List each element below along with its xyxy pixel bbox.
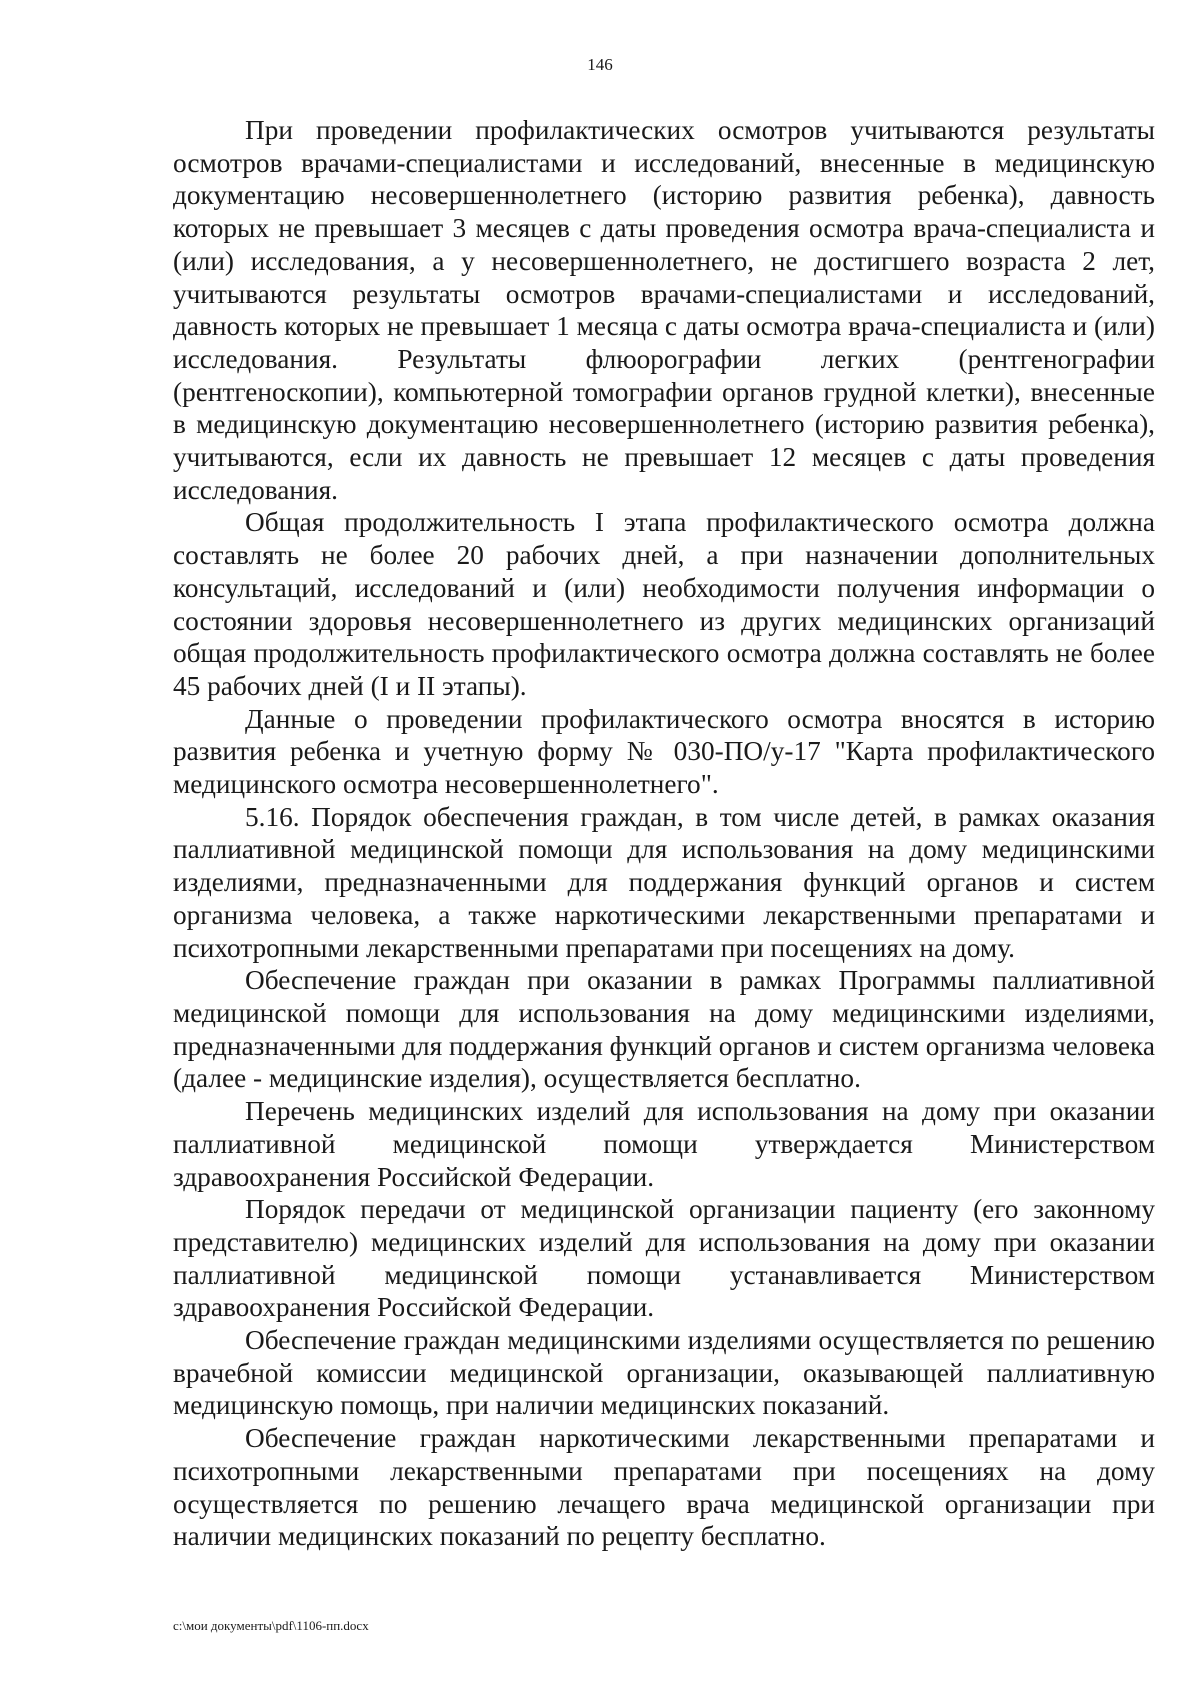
page-number: 146: [587, 55, 613, 74]
paragraph-devices-list: Перечень медицинских изделий для использования на дому при оказании паллиативной медицинской помощи утверждается Министерством здравоохранения Российской Федерации.: [173, 1096, 1155, 1192]
paragraph-transfer-procedure: Порядок передачи от медицинской организации пациенту (его законному представителю) медицинских изделий для использования на дому при оказании паллиативной медицинской помощи устанавливается Министерством здравоохранения Российской Федерации.: [173, 1194, 1155, 1323]
paragraph-section-5-16: 5.16. Порядок обеспечения граждан, в том числе детей, в рамках оказания паллиативной медицинской помощи для использования на дому медицинскими изделиями, предназначенными для поддержания функций органов и систем организма человека, а также наркотическими лекарственными препаратами и психотропными лекарственными препаратами при посещениях на дому.: [173, 801, 1155, 963]
paragraph-exam-duration: Общая продолжительность I этапа профилактического осмотра должна составлять не более 20 рабочих дней, а при назначении дополнительных консультаций, исследований и (или) необходимости получения информации о состоянии здоровья несовершеннолетнего из других медицинских организаций общая продолжительность профилактического осмотра должна составлять не более 45 рабочих дней (I и II этапы).: [173, 507, 1155, 701]
paragraph-narcotic-provision: Обеспечение граждан наркотическими лекарственными препаратами и психотропными лекарственными препаратами при посещениях на дому осуществляется по решению лечащего врача медицинской организации при наличии медицинских показаний по рецепту бесплатно.: [173, 1423, 1155, 1552]
paragraph-free-provision: Обеспечение граждан при оказании в рамках Программы паллиативной медицинской помощи для использования на дому медицинскими изделиями, предназначенными для поддержания функций органов и систем организма человека (далее - медицинские изделия), осуществляется бесплатно.: [173, 965, 1155, 1094]
footer-file-path: c:\мои документы\pdf\1106-пп.docx: [173, 1618, 369, 1633]
paragraph-exam-records: Данные о проведении профилактического осмотра вносятся в историю развития ребенка и учетную форму № 030-ПО/у-17 "Карта профилактического медицинского осмотра несовершеннолетнего".: [173, 703, 1155, 800]
document-body: [173, 114, 1155, 1553]
paragraph-preventive-exam-results: При проведении профилактических осмотров учитываются результаты осмотров врачами-специалистами и исследований, внесенные в медицинскую документацию несовершеннолетнего (историю развития ребенка), давность которых не превышает 3 месяцев с даты проведения осмотра врача-специалиста и (или) исследования, а у несовершеннолетнего, не достигшего возраста 2 лет, учитываются результаты осмотров врачами-специалистами и исследований, давность которых не превышает 1 месяца с даты осмотра врача-специалиста и (или) исследования. Результаты флюорографии легких (рентгенографии (рентгеноскопии), компьютерной томографии органов грудной клетки), внесенные в медицинскую документацию несовершеннолетнего (историю развития ребенка), учитываются, если их давность не превышает 12 месяцев с даты проведения исследования.: [173, 115, 1155, 505]
paragraph-commission-decision: Обеспечение граждан медицинскими изделиями осуществляется по решению врачебной комиссии медицинской организации, оказывающей паллиативную медицинскую помощь, при наличии медицинских показаний.: [173, 1325, 1155, 1421]
